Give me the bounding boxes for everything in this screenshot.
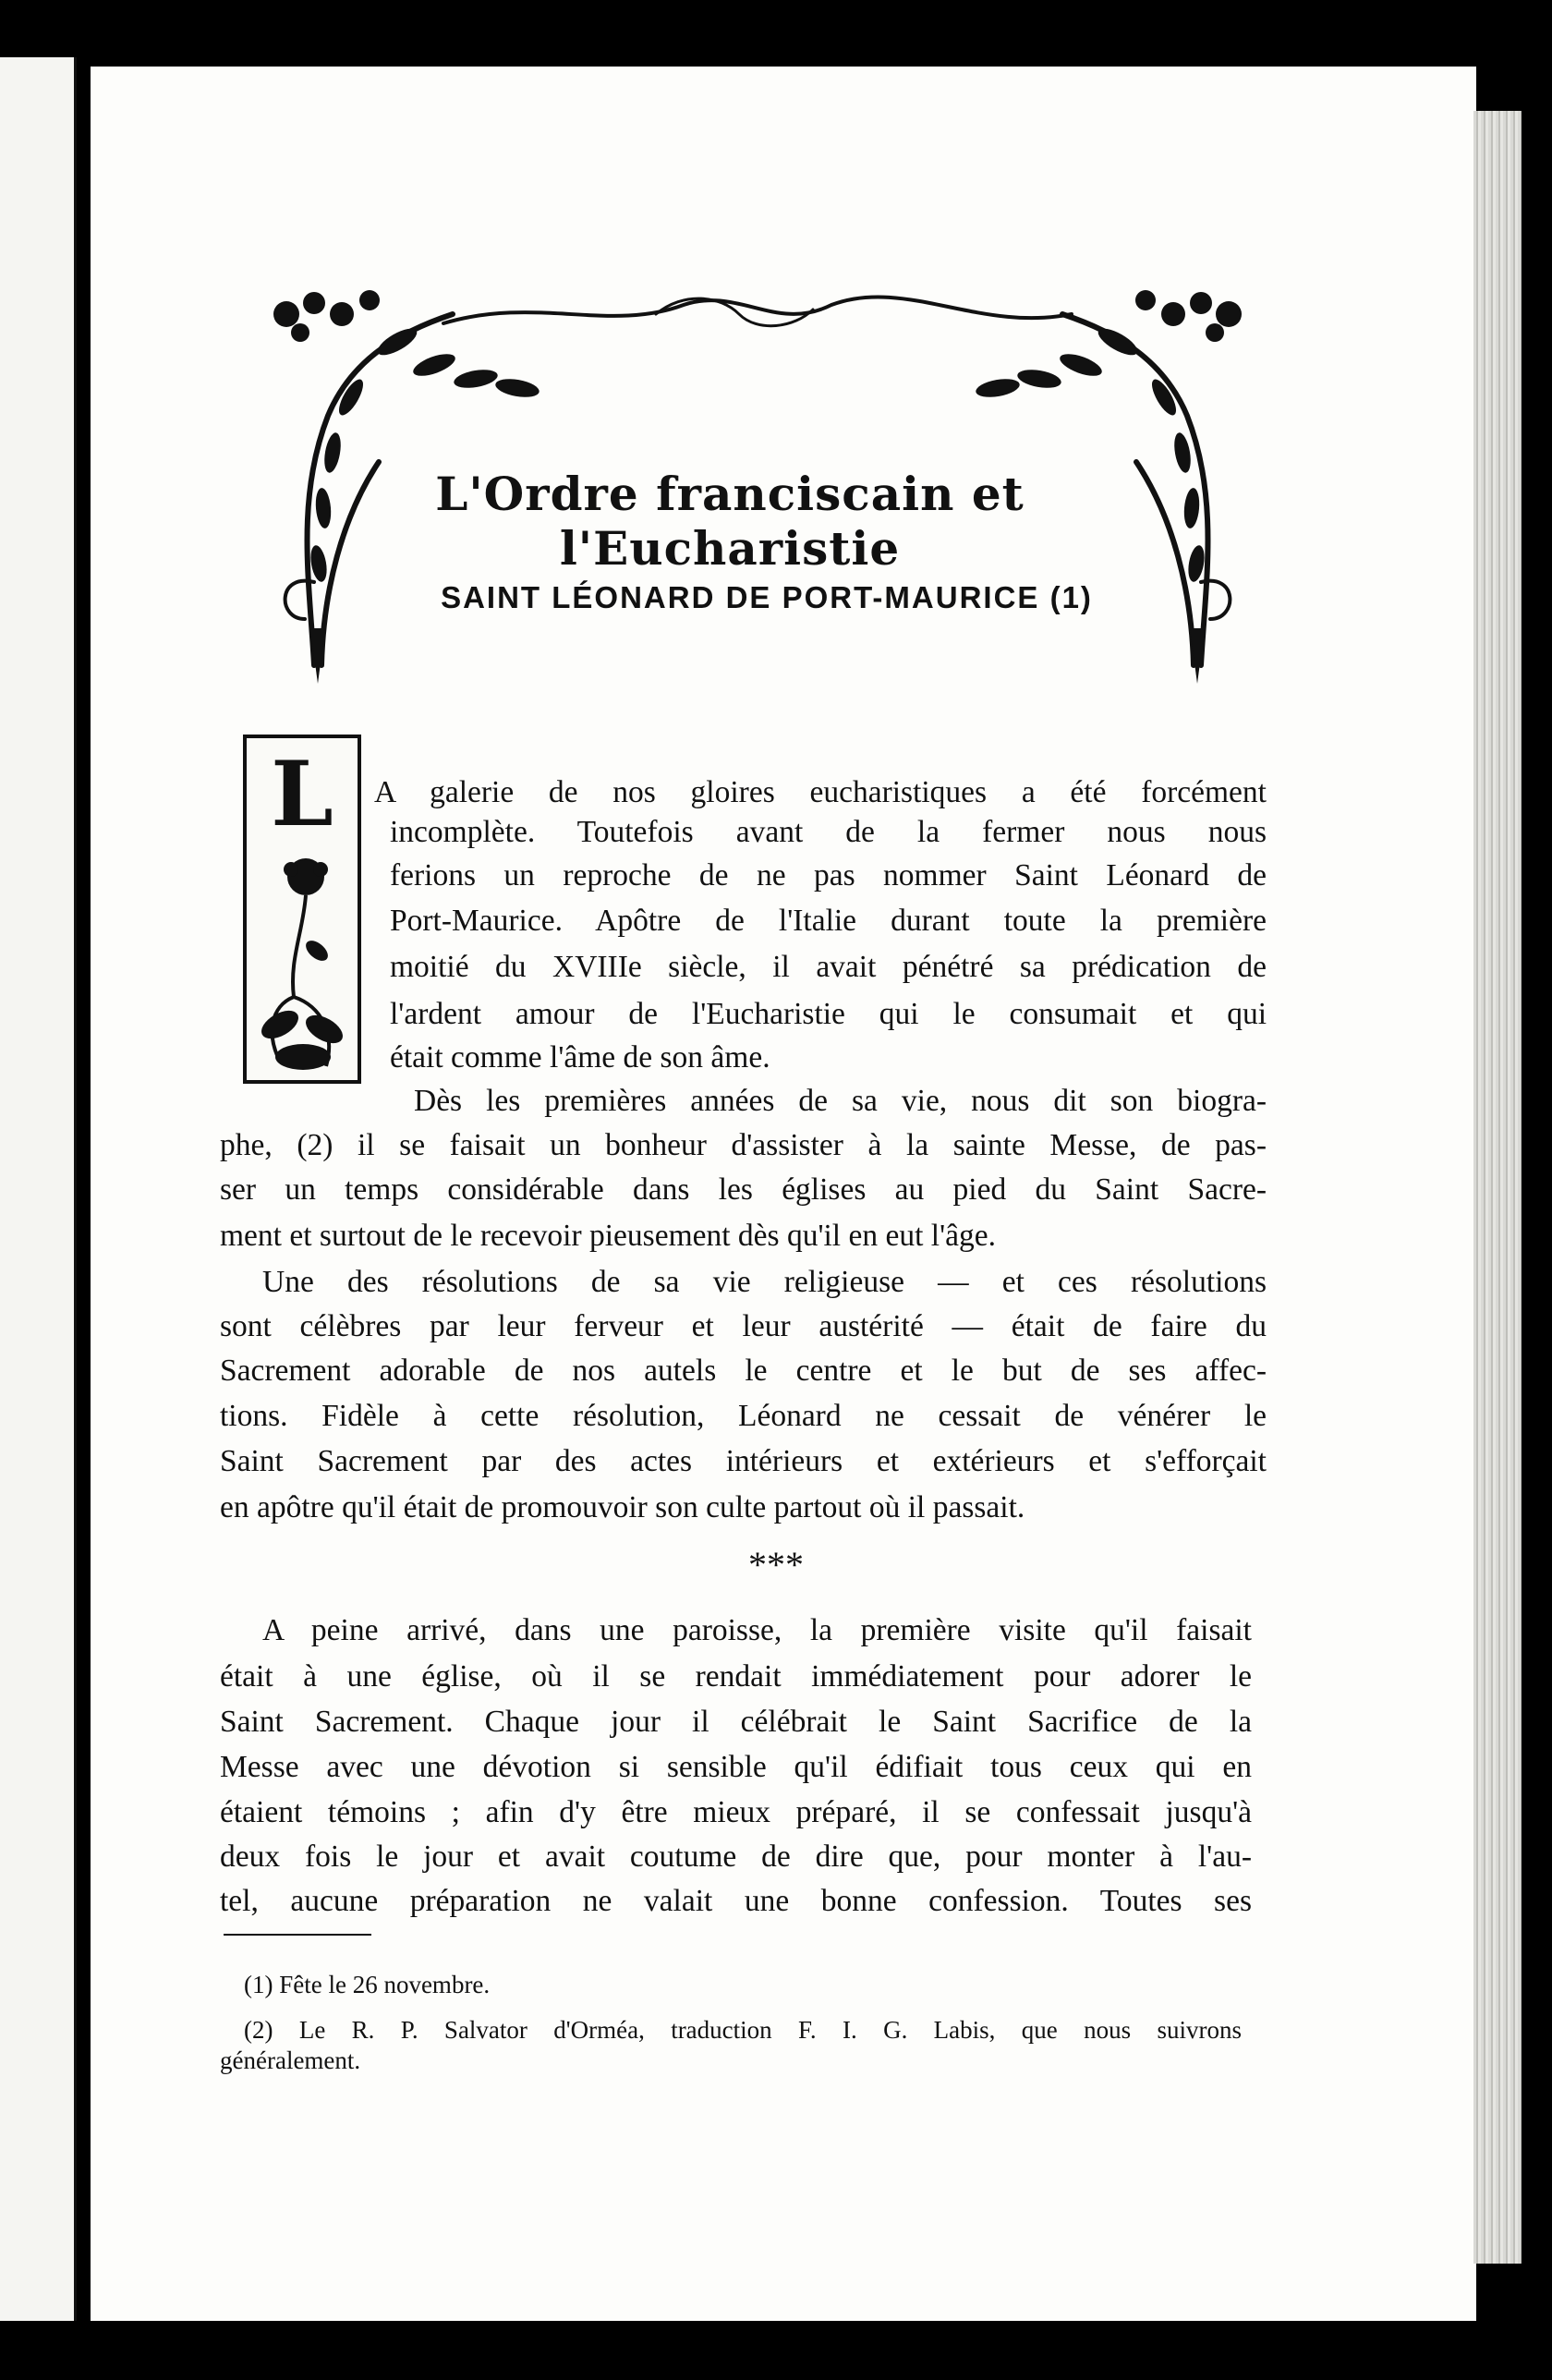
text-line: ferions un reproche de ne pas nommer Saint Léonard de bbox=[390, 858, 1267, 892]
article-subtitle: SAINT LÉONARD DE PORT-MAURICE (1) bbox=[441, 580, 1093, 614]
text-line: incomplète. Toutefois avant de la fermer nous nous bbox=[390, 815, 1267, 849]
text-line: Port-Maurice. Apôtre de l'Italie durant toute la première bbox=[390, 904, 1267, 938]
footnote-2-continuation: généralement. bbox=[220, 2046, 361, 2074]
flower-illustration-icon bbox=[252, 849, 352, 1075]
facing-page-edge bbox=[0, 57, 77, 2321]
footnote-rule bbox=[224, 1934, 371, 1936]
text-line: tel, aucune préparation ne valait une bonne confession. Toutes ses bbox=[220, 1884, 1252, 1918]
text-line: phe, (2) il se faisait un bonheur d'assister à la sainte Messe, de pas- bbox=[220, 1128, 1267, 1162]
text-line: A galerie de nos gloires eucharistiques a été forcément bbox=[374, 775, 1267, 809]
text-line: en apôtre qu'il était de promouvoir son culte partout où il passait. bbox=[220, 1490, 1025, 1524]
text-line: l'ardent amour de l'Eucharistie qui le consumait et qui bbox=[390, 997, 1267, 1031]
text-line: Saint Sacrement. Chaque jour il célébrait le Saint Sacrifice de la bbox=[220, 1705, 1252, 1739]
section-separator: *** bbox=[748, 1544, 804, 1585]
text-line: ser un temps considérable dans les églises au pied du Saint Sacre- bbox=[220, 1172, 1267, 1207]
drop-cap-letter: L bbox=[271, 742, 333, 846]
text-line: tions. Fidèle à cette résolution, Léonard ne cessait de vénérer le bbox=[220, 1399, 1267, 1433]
text-line: était à une église, où il se rendait immédiatement pour adorer le bbox=[220, 1659, 1252, 1694]
text-line: ment et surtout de le recevoir pieusement dès qu'il en eut l'âge. bbox=[220, 1219, 996, 1253]
text-line: Saint Sacrement par des actes intérieurs et extérieurs et s'efforçait bbox=[220, 1444, 1267, 1478]
text-line: moitié du XVIIIe siècle, il avait pénétré sa prédication de bbox=[390, 950, 1267, 984]
article-title: L'Ordre franciscain et l'Eucharistie bbox=[435, 467, 1025, 576]
footnote-2: (2) Le R. P. Salvator d'Orméa, traduction F. I. G. Labis, que nous suivrons bbox=[244, 2016, 1242, 2044]
text-line: Dès les premières années de sa vie, nous dit son biogra- bbox=[414, 1084, 1267, 1118]
drop-cap-frame bbox=[243, 735, 361, 1084]
footnote-1: (1) Fête le 26 novembre. bbox=[244, 1971, 491, 1998]
text-line: sont célèbres par leur ferveur et leur austérité — était de faire du bbox=[220, 1309, 1267, 1343]
text-line: deux fois le jour et avait coutume de dire que, pour monter à l'au- bbox=[220, 1840, 1252, 1874]
text-line: était comme l'âme de son âme. bbox=[390, 1040, 770, 1075]
text-line: étaient témoins ; afin d'y être mieux préparé, il se confessait jusqu'à bbox=[220, 1795, 1252, 1829]
page-stack-edge bbox=[1473, 111, 1522, 2264]
text-line: A peine arrivé, dans une paroisse, la première visite qu'il faisait bbox=[262, 1613, 1252, 1647]
text-line: Messe avec une dévotion si sensible qu'il édifiait tous ceux qui en bbox=[220, 1750, 1252, 1784]
text-line: Une des résolutions de sa vie religieuse — et ces résolutions bbox=[262, 1265, 1267, 1299]
text-line: Sacrement adorable de nos autels le centre et le but de ses affec- bbox=[220, 1354, 1267, 1388]
